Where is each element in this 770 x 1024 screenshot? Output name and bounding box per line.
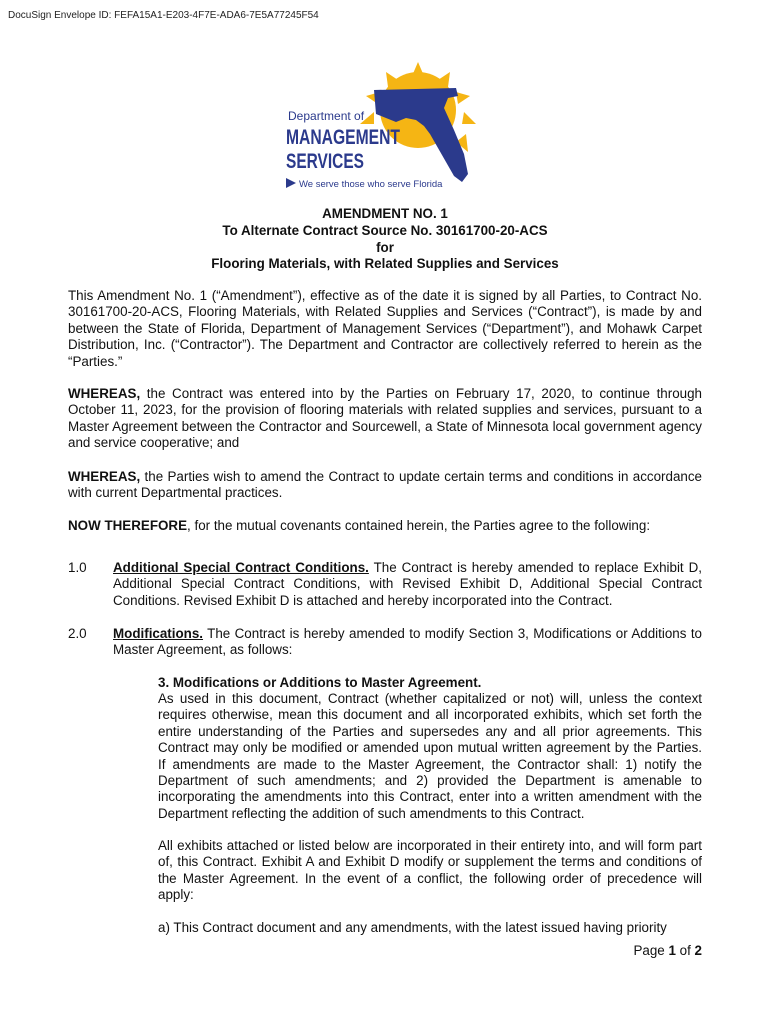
now-therefore-paragraph — [68, 518, 702, 534]
item-paragraph-1 — [113, 560, 702, 609]
logo-tagline: We serve those who serve Florida — [299, 179, 443, 190]
page-total: 2 — [694, 943, 702, 958]
list-item-a: a) This Contract document and any amendments, with the latest issued having priority — [158, 920, 667, 935]
title-line4: Flooring Materials, with Related Supplies and Services — [211, 256, 559, 271]
item-number: 2.0 — [68, 626, 87, 641]
item-heading: Additional Special Contract Conditions. — [113, 560, 369, 575]
title-line2: To Alternate Contract Source No. 30161700-20-ACS — [222, 223, 548, 238]
intro-paragraph: This Amendment No. 1 (“Amendment”), effective as of the date it is signed by all Parties, to Contract No. 30161700-20-ACS, Flooring Materials, with Related Supplies and Services (“Contract”), is made by and between the State of Florida, Department of Management Services (“Department”), and Mohawk Carpet Distribution, Inc. (“Contractor”). The Department and Contractor are collectively referred to herein as the “Parties.” — [68, 288, 702, 369]
whereas-lead: WHEREAS, — [68, 469, 141, 484]
whereas-paragraph-2 — [68, 469, 702, 502]
title-line3: for — [376, 240, 394, 255]
logo-line1: Department of — [288, 109, 365, 123]
page-of: of — [675, 943, 695, 958]
now-lead: NOW THEREFORE — [68, 518, 188, 533]
logo-line2: MANAGEMENT — [286, 126, 401, 149]
page-current: 1 — [668, 943, 676, 958]
whereas-paragraph-1 — [68, 386, 702, 452]
logo-line3: SERVICES — [286, 150, 364, 173]
section3-paragraph-1: As used in this document, Contract (whether capitalized or not) will, unless the context requires otherwise, mean this document and all incorporated exhibits, which set forth the entire understanding of the Parties and supersedes any and all prior agreements. This Contract may only be modified or amended upon mutual written agreement by the Parties. If amendments are made to the Master Agreement, the Contractor shall: 1) notify the Department of such amendments; and 2) provided the Department is amenable to incorporating the amendments into this Contract, enter into a written amendment with the Department reflecting the addition of such amendments to this Contract. — [158, 691, 702, 821]
now-text: , for the mutual covenants contained herein, the Parties agree to the following: — [187, 518, 651, 533]
section3-paragraph-2: All exhibits attached or listed below are incorporated in their entirety into, and will form part of, this Contract. Exhibit A and Exhibit D modify or supplement the terms and conditions of the Master Agreement. In the event of a conflict, the following order of precedence will apply: — [158, 838, 702, 903]
item-text: The Contract is hereby amended to replace Exhibit D, Additional Special Contract Conditions, with Revised Exhibit D, Additional Special Contract Conditions. Revised Exhibit D is attached and hereby incorporated into the Contract. — [113, 560, 702, 608]
title-line1: AMENDMENT NO. 1 — [322, 206, 448, 221]
whereas-text: the Parties wish to amend the Contract to update certain terms and conditions in accordance with current Departmental practices. — [68, 469, 702, 501]
arrow-icon — [286, 178, 296, 188]
section3-heading: 3. Modifications or Additions to Master Agreement. — [158, 675, 482, 690]
item-text: The Contract is hereby amended to modify Section 3, Modifications or Additions to Master Agreement, as follows: — [113, 626, 702, 658]
item-paragraph-2 — [113, 626, 702, 659]
item-number: 1.0 — [68, 560, 87, 575]
page-number — [633, 943, 702, 958]
whereas-text: the Contract was entered into by the Parties on February 17, 2020, to continue through October 11, 2023, for the provision of flooring materials with related supplies and services, pursuant to a Master Agreement between the Contractor and Sourcewell, a State of Minnesota local government agency and service cooperative; and — [68, 386, 702, 451]
envelope-id: DocuSign Envelope ID: FEFA15A1-E203-4F7E-ADA6-7E5A77245F54 — [8, 10, 319, 21]
item-heading: Modifications. — [113, 626, 204, 641]
page-label: Page — [633, 943, 669, 958]
dms-logo — [278, 62, 498, 194]
whereas-lead: WHEREAS, — [68, 386, 141, 401]
